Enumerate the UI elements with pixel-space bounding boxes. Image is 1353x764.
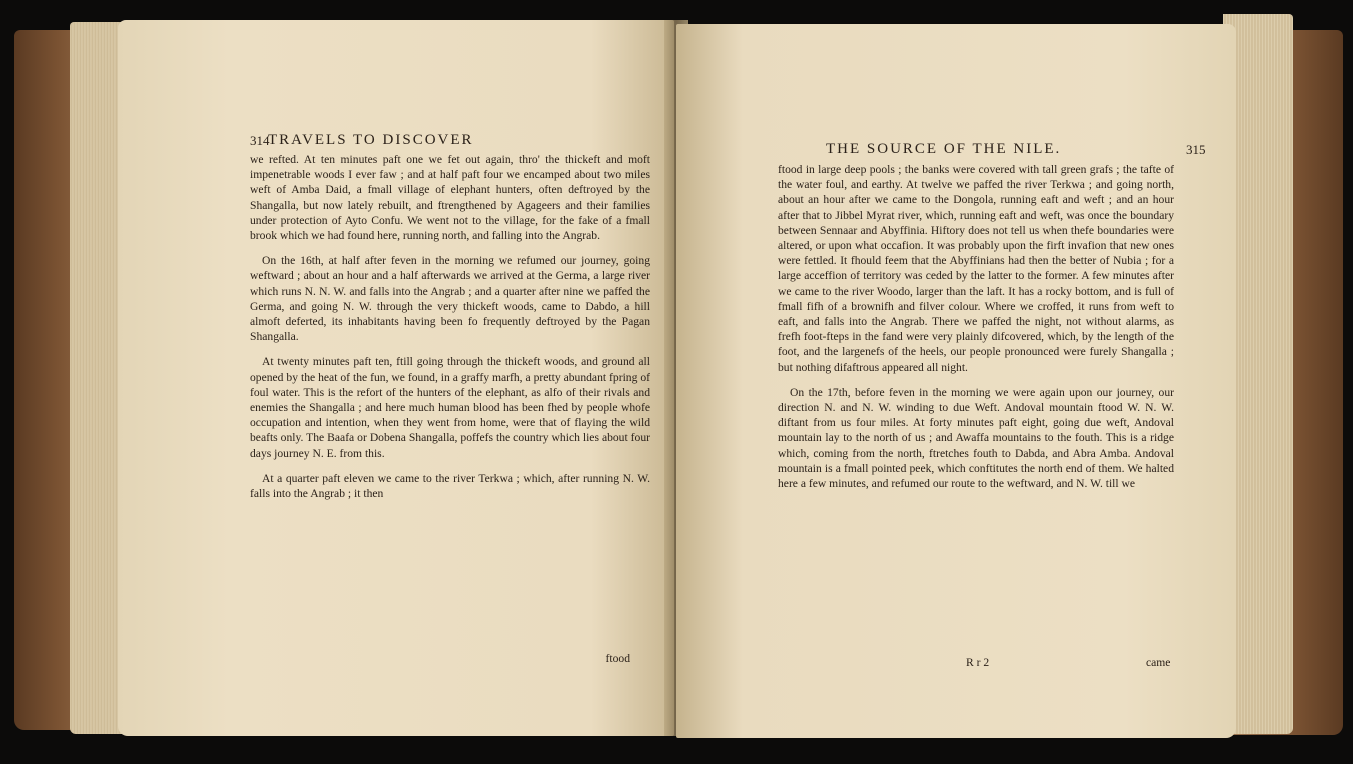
running-head: TRAVELS TO DISCOVER bbox=[268, 132, 474, 148]
paragraph: On the 17th, before feven in the morning we were again upon our journey, our direction N. and N. W. winding to due Weft. Andoval mountain ftood W. N. W. diftant from us four miles. At forty minutes paft eight, going due weft, Andoval mountain lay to the north of us ; and Awaffa mountains to the fouth. This is a ridge which, coming from the north, ftretches fouth to Dabda, and Abra Amba. Andoval mountain is a fmall pointed peek, which conftitutes the north end of them. We halted here a few minutes, and refumed our route to the weftward, and N. W. till we bbox=[778, 385, 1174, 491]
paragraph: At twenty minutes paft ten, ftill going through the thickeft woods, and ground all opened by the heat of the fun, we found, in a graffy marfh, a pretty abundant fpring of foul water. This is the refort of the hunters of the elephant, as alfo of their rivals and enemies the Shangalla ; and here much human blood has been fhed by people whofe occupation and intention, when they went from home, were that of flaying the wild beafts only. The Baafa or Dobena Shangalla, poffefs the country which lies about four days journey N. E. from this. bbox=[250, 355, 650, 460]
catchword: came bbox=[1146, 656, 1171, 669]
page-body bbox=[250, 152, 650, 511]
page-body bbox=[778, 162, 1174, 501]
page-number: 314 bbox=[250, 133, 270, 148]
paragraph: At a quarter paft eleven we came to the river Terkwa ; which, after running N. W. falls into the Angrab ; it then bbox=[250, 471, 650, 501]
running-head: THE SOURCE OF THE NILE. bbox=[826, 141, 1062, 157]
catchword: ftood bbox=[605, 652, 630, 665]
page-number: 315 bbox=[1186, 142, 1206, 157]
paragraph: we refted. At ten minutes paft one we fet out again, thro' the thickeft and moft impenetrable woods I ever faw ; and at half paft four we encamped about two miles weft of Amba Daid, a fmall village of elephant hunters, often deftroyed by the Shangalla, but now lately rebuilt, and ftrengthened by Agageers and their families under protection of Ayto Confu. We went not to the village, for the fake of a fmall brook which we had found here, running north, and falling into the Angrab. bbox=[250, 153, 650, 243]
signature-mark: R r 2 bbox=[966, 656, 990, 669]
right-page bbox=[676, 24, 1236, 738]
paragraph: ftood in large deep pools ; the banks were covered with tall green grafs ; the tafte of the water foul, and earthy. At twelve we paffed the river Terkwa ; and going north, about an hour after we came to the Dongola, running eaft and weft ; and an hour after that to Jibbel Myrat river, which, running eaft and weft, was once the boundary between Sennaar and Abyffinia. Hiftory does not tell us when thefe boundaries were altered, or upon what occafion. It was probably upon the firft invafion that new ones were fettled. It fhould feem that the Abyffinians had then the better of Nubia ; for a large acceffion of territory was ceded by the latter to the former. A few minutes after we came to the river Woodo, larger than the laft. It has a rocky bottom, and is full of fmall fifh of a brownifh and filver colour. Where we croffed, it runs from weft to eaft, and falls into the Angrab. There we paffed the night, not without alarms, as frefh foot-fteps in the fand were very plainly difcovered, which, by the length of the foot, and the largenefs of the heels, our people pronounced were furely Shangalla ; but nothing difaftrous appeared all night. bbox=[778, 163, 1174, 374]
paragraph: On the 16th, at half after feven in the morning we refumed our journey, going weftward ; about an hour and a half afterwards we arrived at the Germa, a large river which runs N. N. W. and falls into the Angrab ; and a quarter after nine we paffed the Germa, and going N. W. through the very thickeft woods, came to Dabdo, a hill almoft deferted, its inhabitants having been fo frequently deftroyed by the Pagan Shangalla. bbox=[250, 254, 650, 344]
left-page bbox=[118, 20, 674, 736]
